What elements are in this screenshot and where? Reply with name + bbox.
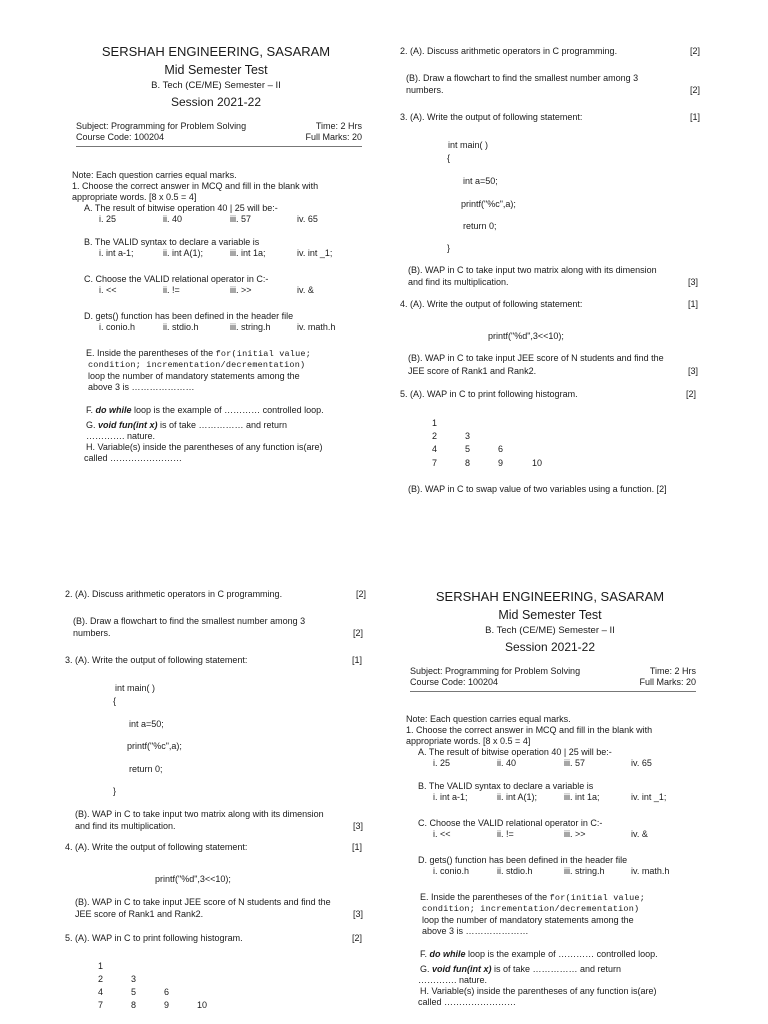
option: ii. int A(1);	[497, 792, 538, 802]
q2b-text-2: numbers.	[73, 628, 111, 638]
option: ii. 40	[163, 214, 183, 224]
option: iii. 57	[564, 758, 586, 768]
histogram-value: 3	[465, 431, 471, 441]
q1e-code: for(initial value;	[215, 349, 312, 359]
option: iv. math.h	[631, 866, 670, 876]
q1f-bold: do while	[95, 405, 132, 415]
option: i. 25	[99, 214, 117, 224]
q1-block-bottom	[406, 714, 701, 1008]
q3a-text: 3. (A). Write the output of following statement:	[400, 112, 583, 122]
q3a-text: 3. (A). Write the output of following statement:	[65, 655, 248, 665]
q3a-marks: [1]	[351, 655, 362, 665]
q2b-line-2	[73, 628, 363, 639]
histogram-value: 4	[432, 444, 438, 454]
q4b: (B). WAP in C to take input JEE score of N students and find the	[75, 897, 331, 907]
q4b-text-2: JEE score of Rank1 and Rank2.	[75, 909, 204, 919]
q2a-text: 2. (A). Discuss arithmetic operators in C programming.	[65, 589, 283, 599]
q1a: A. The result of bitwise operation 40 | 25 will be:-	[84, 203, 278, 213]
session-line: Session 2021-22	[504, 640, 596, 654]
q4b-line-2	[75, 909, 363, 920]
q1d: D. gets() function has been defined in the header file	[418, 855, 628, 865]
q3b: (B). WAP in C to take input two matrix along with its dimension	[408, 265, 657, 275]
q2a-marks: [2]	[355, 589, 366, 599]
q5a-marks: [2]	[351, 933, 362, 943]
histogram-value: 6	[498, 444, 504, 454]
q3b-marks: [3]	[352, 821, 363, 831]
q4b-marks: [3]	[687, 366, 698, 376]
q1g-bold: void fun(int x)	[432, 964, 492, 974]
option: iv. &	[297, 285, 314, 295]
option: i. <<	[99, 285, 117, 295]
option: i. conio.h	[99, 322, 136, 332]
q1a: A. The result of bitwise operation 40 | 25 will be:-	[418, 747, 612, 757]
option: i. conio.h	[433, 866, 470, 876]
option: ii. stdio.h	[497, 866, 533, 876]
q1f	[406, 949, 701, 960]
option: iv. int _1;	[631, 792, 667, 802]
code-line: int a=50;	[463, 176, 498, 186]
test-title: Mid Semester Test	[164, 63, 268, 77]
code-line: printf("%c",a);	[461, 199, 516, 209]
histogram-value: 7	[432, 458, 438, 468]
q1g-text: is of take …………… and return	[157, 420, 288, 430]
q1c: C. Choose the VALID relational operator in C:-	[418, 818, 603, 828]
branch-line: B. Tech (CE/ME) Semester – II	[485, 625, 615, 636]
course-code-label: Course Code: 100204	[76, 132, 165, 142]
option: iii. string.h	[230, 322, 271, 332]
q5b: (B). WAP in C to swap value of two variables using a function. [2]	[408, 484, 667, 494]
q1a-options	[72, 214, 367, 225]
sheet-bottom-right	[404, 589, 696, 692]
q1c-options	[72, 285, 367, 296]
q3b-text-2: and find its multiplication.	[75, 821, 176, 831]
q1g	[72, 420, 367, 431]
session-line: Session 2021-22	[170, 95, 262, 109]
q4a	[65, 842, 362, 853]
q1d-options	[72, 322, 367, 333]
option: ii. int A(1);	[163, 248, 204, 258]
q1c-options	[406, 829, 701, 840]
q4a-marks: [1]	[687, 299, 698, 309]
q1f-prefix: F.	[420, 949, 430, 959]
q2a	[400, 46, 700, 57]
q1g-prefix: G.	[420, 964, 433, 974]
full-marks-label: Full Marks: 20	[639, 677, 696, 687]
q1h-line-2: called ……………………	[84, 453, 183, 463]
q1f-bold: do while	[429, 949, 466, 959]
histogram-value: 4	[98, 987, 104, 997]
q1h-line-2: called ……………………	[418, 997, 517, 1007]
q1b-options	[72, 248, 367, 259]
option: iv. int _1;	[297, 248, 333, 258]
q5a-marks: [2]	[685, 389, 696, 399]
q1e-code-2: condition; incrementation/decrementation)	[88, 360, 306, 370]
option: ii. !=	[497, 829, 514, 839]
code-line: int main( )	[448, 140, 489, 150]
q3b-line-2	[408, 277, 698, 288]
q4b-line-2	[408, 366, 698, 377]
note: Note: Each question carries equal marks.	[406, 714, 571, 724]
q1g-line-2: …………. nature.	[86, 431, 156, 441]
branch-line: B. Tech (CE/ME) Semester – II	[151, 80, 281, 91]
histogram-value: 5	[131, 987, 137, 997]
divider	[76, 146, 362, 147]
code-line: return 0;	[463, 221, 497, 231]
option: i. 25	[433, 758, 451, 768]
code-line: {	[447, 153, 451, 163]
q2a-marks: [2]	[689, 46, 700, 56]
option: iv. &	[631, 829, 648, 839]
histogram-value: 9	[164, 1000, 170, 1010]
option: ii. !=	[163, 285, 180, 295]
option: i. int a-1;	[433, 792, 468, 802]
q1e-line-4: above 3 is …………………	[422, 926, 529, 936]
histogram-value: 1	[98, 961, 104, 971]
q1b-options	[406, 792, 701, 803]
q1g	[406, 964, 701, 975]
q4b: (B). WAP in C to take input JEE score of N students and find the	[408, 353, 664, 363]
option: iii. int 1a;	[230, 248, 266, 258]
option: iv. 65	[297, 214, 318, 224]
college-name: SERSHAH ENGINEERING, SASARAM	[435, 589, 665, 604]
q1e-code-2: condition; incrementation/decrementation)	[422, 904, 640, 914]
sheet-top-right	[400, 0, 700, 500]
q1g-line-2: …………. nature.	[418, 975, 488, 985]
option: iii. >>	[564, 829, 586, 839]
histogram-value: 6	[164, 987, 170, 997]
q5a-text: 5. (A). WAP in C to print following histogram.	[65, 933, 243, 943]
q1g-prefix: G.	[86, 420, 99, 430]
subject-label: Subject: Programming for Problem Solving	[410, 666, 581, 676]
q4b-marks: [3]	[352, 909, 363, 919]
q1h: H. Variable(s) inside the parentheses of any function is(are)	[86, 442, 323, 452]
option: iv. math.h	[297, 322, 336, 332]
code-line: }	[113, 786, 117, 796]
q5a-text: 5. (A). WAP in C to print following histogram.	[400, 389, 578, 399]
code-line: int a=50;	[129, 719, 164, 729]
q4a-marks: [1]	[351, 842, 362, 852]
histogram-value: 3	[131, 974, 137, 984]
q3a	[65, 655, 362, 666]
time-label: Time: 2 Hrs	[649, 666, 696, 676]
option: i. int a-1;	[99, 248, 134, 258]
option: iii. >>	[230, 285, 252, 295]
sheet-bottom-left	[65, 545, 370, 1024]
q3b: (B). WAP in C to take input two matrix along with its dimension	[75, 809, 324, 819]
subject-label: Subject: Programming for Problem Solving	[76, 121, 247, 131]
q4-code: printf("%d",3<<10);	[155, 874, 231, 884]
histogram-value: 8	[465, 458, 471, 468]
q1d: D. gets() function has been defined in the header file	[84, 311, 294, 321]
q2b-text-2: numbers.	[406, 85, 444, 95]
q1e-line-3: loop the number of mandatory statements among the	[422, 915, 634, 925]
q1d-options	[406, 866, 701, 877]
q1-block-top	[72, 170, 367, 464]
q1e-code: for(initial value;	[549, 893, 646, 903]
q1f-text: loop is the example of ………… controlled loop.	[131, 405, 324, 415]
q4a	[400, 299, 698, 310]
time-label: Time: 2 Hrs	[315, 121, 362, 131]
q1a-options	[406, 758, 701, 769]
q1f-text: loop is the example of ………… controlled loop.	[465, 949, 658, 959]
q1c: C. Choose the VALID relational operator in C:-	[84, 274, 269, 284]
q2b-line-2	[406, 85, 700, 96]
test-title: Mid Semester Test	[498, 608, 602, 622]
code-line: return 0;	[129, 764, 163, 774]
q1e-text: E. Inside the parentheses of the	[86, 348, 216, 358]
q4-code: printf("%d",3<<10);	[488, 331, 564, 341]
q1e	[72, 348, 367, 360]
q1g-text: is of take …………… and return	[491, 964, 622, 974]
q1f-prefix: F.	[86, 405, 96, 415]
q1b: B. The VALID syntax to declare a variable is	[84, 237, 260, 247]
q1-intro: 1. Choose the correct answer in MCQ and fill in the blank with	[406, 725, 653, 735]
q2a-text: 2. (A). Discuss arithmetic operators in C programming.	[400, 46, 618, 56]
histogram-value: 8	[131, 1000, 137, 1010]
q1e-text: E. Inside the parentheses of the	[420, 892, 550, 902]
code-line: int main( )	[115, 683, 156, 693]
option: iv. 65	[631, 758, 652, 768]
q5a	[400, 389, 696, 400]
q2a	[65, 589, 366, 600]
q3b-marks: [3]	[687, 277, 698, 287]
q1-intro-2: appropriate words. [8 x 0.5 = 4]	[72, 192, 197, 202]
q1b: B. The VALID syntax to declare a variable is	[418, 781, 594, 791]
q1-intro: 1. Choose the correct answer in MCQ and fill in the blank with	[72, 181, 319, 191]
option: iii. string.h	[564, 866, 605, 876]
histogram-value: 5	[465, 444, 471, 454]
q5a	[65, 933, 362, 944]
college-name: SERSHAH ENGINEERING, SASARAM	[101, 44, 331, 59]
option: ii. stdio.h	[163, 322, 199, 332]
q4a-text: 4. (A). Write the output of following statement:	[400, 299, 583, 309]
q1g-bold: void fun(int x)	[98, 420, 158, 430]
option: iii. 57	[230, 214, 252, 224]
q2b-marks: [2]	[352, 628, 363, 638]
histogram-value: 2	[432, 431, 438, 441]
q1e-line-4: above 3 is …………………	[88, 382, 195, 392]
histogram-value: 9	[498, 458, 504, 468]
histogram-value: 1	[432, 418, 438, 428]
q1f	[72, 405, 367, 416]
note: Note: Each question carries equal marks.	[72, 170, 237, 180]
sheet-top-left	[70, 44, 362, 147]
subject-meta	[404, 666, 696, 692]
q1h: H. Variable(s) inside the parentheses of any function is(are)	[420, 986, 657, 996]
q3b-line-2	[75, 821, 363, 832]
option: ii. 40	[497, 758, 517, 768]
code-line: }	[447, 243, 451, 253]
q2b: (B). Draw a flowchart to find the smallest number among 3	[406, 73, 639, 83]
option: i. <<	[433, 829, 451, 839]
q3b-text-2: and find its multiplication.	[408, 277, 509, 287]
q4a-text: 4. (A). Write the output of following statement:	[65, 842, 248, 852]
option: iii. int 1a;	[564, 792, 600, 802]
histogram-value: 10	[532, 458, 543, 468]
histogram-value: 2	[98, 974, 104, 984]
q1-intro-2: appropriate words. [8 x 0.5 = 4]	[406, 736, 531, 746]
histogram-value: 7	[98, 1000, 104, 1010]
q3a	[400, 112, 700, 123]
q2b: (B). Draw a flowchart to find the smallest number among 3	[73, 616, 306, 626]
subject-meta	[70, 121, 362, 147]
code-line: {	[113, 696, 117, 706]
course-code-label: Course Code: 100204	[410, 677, 499, 687]
q2b-marks: [2]	[689, 85, 700, 95]
q1e	[406, 892, 701, 904]
q1e-line-3: loop the number of mandatory statements among the	[88, 371, 300, 381]
q3a-marks: [1]	[689, 112, 700, 122]
histogram-value: 10	[197, 1000, 208, 1010]
full-marks-label: Full Marks: 20	[305, 132, 362, 142]
q4b-text-2: JEE score of Rank1 and Rank2.	[408, 366, 537, 376]
code-line: printf("%c",a);	[127, 741, 182, 751]
divider	[410, 691, 696, 692]
